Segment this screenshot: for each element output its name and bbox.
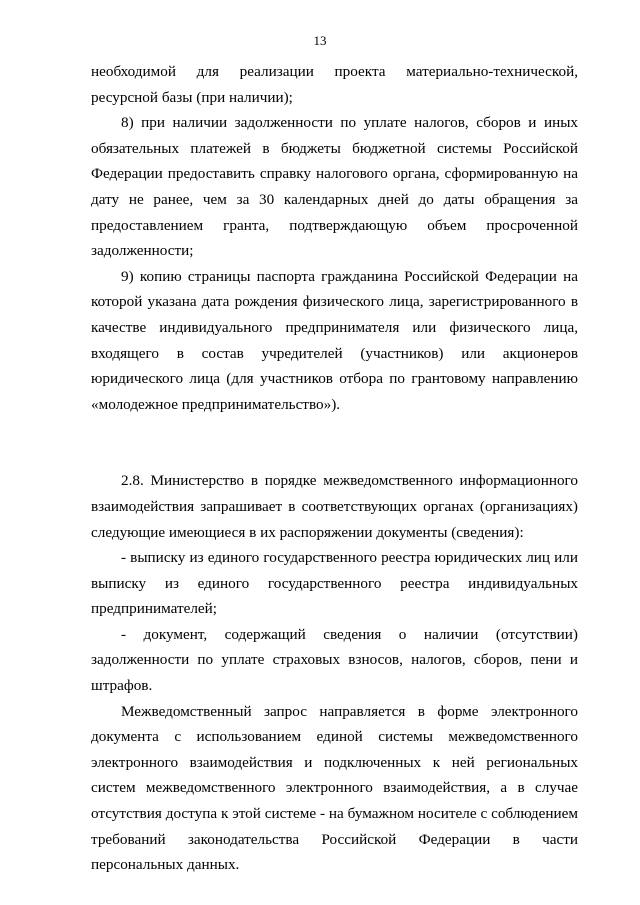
paragraph-interagency-request: Межведомственный запрос направляется в форме электронного документа с использованием единой системы межведомственного электронного взаимодействия и подключенных к ней региональных систем межведомственного электронного взаимодействия, а в случае отсутствия доступа к этой системе - на бумажном носителе с соблюдением требований законодательства Российской Федерации в части персональных данных. [91,702,578,874]
paragraph-bullet-extract: - выписку из единого государственного реестра юридических лиц или выписку из единого государственного реестра индивидуальных предпринимателей; [91,549,578,618]
section-spacer [91,417,578,468]
paragraph-continuation: необходимой для реализации проекта материально-технической, ресурсной базы (при наличии); [91,63,578,106]
paragraph-item-8: 8) при наличии задолженности по уплате налогов, сборов и иных обязательных платежей в бюджеты бюджетной системы Российской Федерации предоставить справку налогового органа, сформированную на дату не ранее, чем за 30 календарных дней до даты обращения за предоставлением гранта, подтверждающую объем просроченной задолженности; [91,114,578,260]
paragraph-bullet-document: - документ, содержащий сведения о наличии (отсутствии) задолженности по уплате страховых взносов, налогов, сборов, пени и штрафов. [91,625,578,695]
paragraph-section-2-8: 2.8. Министерство в порядке межведомственного информационного взаимодействия запрашивает в соответствующих органах (организациях) следующие имеющиеся в их распоряжении документы (сведения): [91,472,578,541]
document-body [91,59,578,878]
paragraph-item-9: 9) копию страницы паспорта гражданина Российской Федерации на которой указана дата рождения физического лица, зарегистрированного в качестве индивидуального предпринимателя или физического лица, входящего в состав учредителей (участников) или акционеров юридического лица (для участников отбора по грантовому направлению «молодежное предпринимательство»). [91,267,578,413]
page-number: 13 [313,33,327,48]
